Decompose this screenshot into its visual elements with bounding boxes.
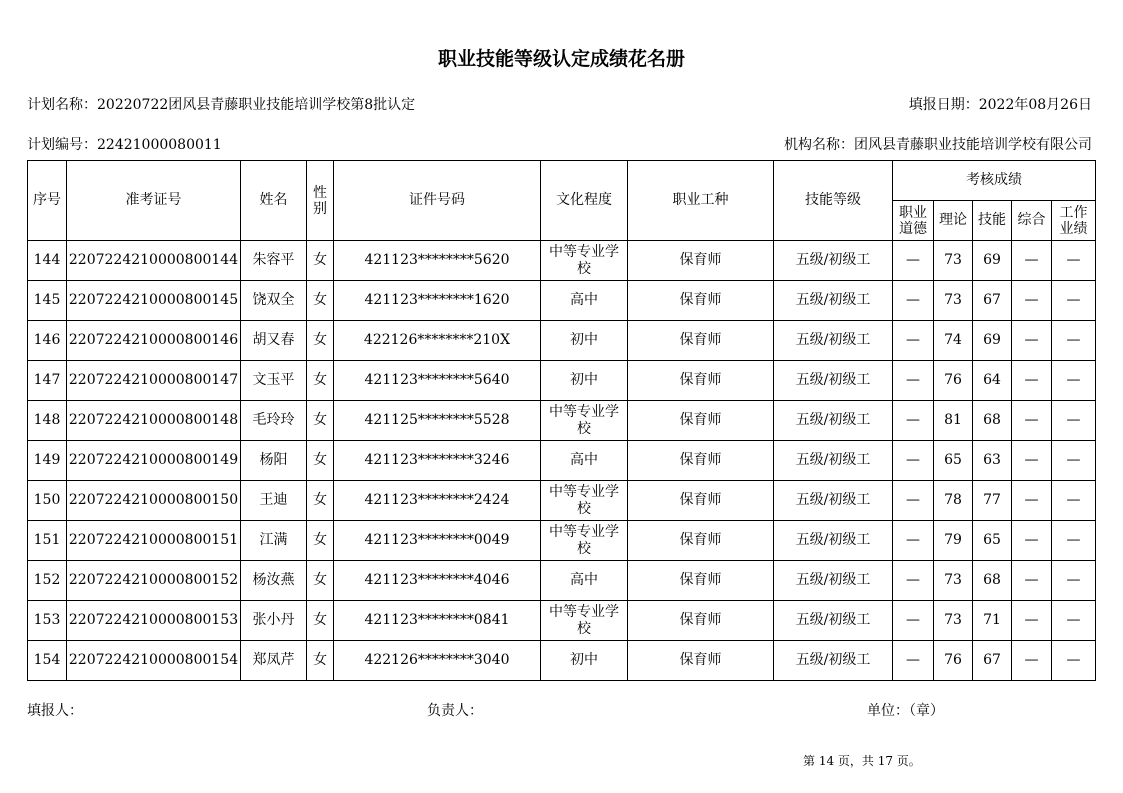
header-name: 姓名 [241, 161, 307, 241]
cell-theory: 76 [934, 361, 973, 401]
cell-occupation: 保育师 [628, 401, 774, 441]
cell-occupation: 保育师 [628, 241, 774, 281]
footer-filler: 填报人： [27, 703, 83, 719]
cell-education: 初中 [541, 321, 628, 361]
cell-ethics: — [893, 641, 934, 681]
cell-work: — [1052, 361, 1096, 401]
table-row [28, 481, 1096, 521]
cell-comprehensive: — [1012, 481, 1052, 521]
cell-id-number: 421123********3246 [334, 441, 541, 481]
cell-seq: 153 [28, 601, 67, 641]
cell-skill-level: 五级/初级工 [774, 521, 893, 561]
cell-name: 江满 [241, 521, 307, 561]
cell-gender: 女 [307, 641, 334, 681]
cell-skill-level: 五级/初级工 [774, 441, 893, 481]
cell-theory: 73 [934, 241, 973, 281]
cell-ticket: 2207224210000800149 [67, 441, 241, 481]
header-comprehensive: 综合 [1012, 201, 1052, 241]
table-row [28, 361, 1096, 401]
cell-ticket: 2207224210000800144 [67, 241, 241, 281]
header-ticket: 准考证号 [67, 161, 241, 241]
cell-seq: 149 [28, 441, 67, 481]
footer-responsible: 负责人： [427, 703, 483, 719]
cell-skill: 68 [973, 401, 1012, 441]
cell-id-number: 421123********4046 [334, 561, 541, 601]
cell-education: 中等专业学校 [541, 521, 628, 561]
cell-skill: 68 [973, 561, 1012, 601]
cell-ethics: — [893, 321, 934, 361]
cell-gender: 女 [307, 321, 334, 361]
cell-ticket: 2207224210000800153 [67, 601, 241, 641]
cell-ethics: — [893, 481, 934, 521]
cell-gender: 女 [307, 441, 334, 481]
cell-name: 文玉平 [241, 361, 307, 401]
header-id-number: 证件号码 [334, 161, 541, 241]
cell-theory: 65 [934, 441, 973, 481]
table-row [28, 601, 1096, 641]
cell-ticket: 2207224210000800151 [67, 521, 241, 561]
score-roster-table [27, 160, 1096, 681]
cell-theory: 74 [934, 321, 973, 361]
cell-skill: 64 [973, 361, 1012, 401]
cell-skill-level: 五级/初级工 [774, 601, 893, 641]
cell-name: 郑凤芹 [241, 641, 307, 681]
header-scores: 考核成绩 [893, 161, 1096, 201]
cell-education: 中等专业学校 [541, 241, 628, 281]
cell-gender: 女 [307, 241, 334, 281]
cell-ticket: 2207224210000800152 [67, 561, 241, 601]
cell-skill-level: 五级/初级工 [774, 641, 893, 681]
cell-ticket: 2207224210000800154 [67, 641, 241, 681]
cell-occupation: 保育师 [628, 361, 774, 401]
header-education: 文化程度 [541, 161, 628, 241]
cell-theory: 81 [934, 401, 973, 441]
cell-ticket: 2207224210000800146 [67, 321, 241, 361]
cell-seq: 154 [28, 641, 67, 681]
cell-gender: 女 [307, 481, 334, 521]
cell-comprehensive: — [1012, 601, 1052, 641]
cell-work: — [1052, 441, 1096, 481]
cell-id-number: 421123********5620 [334, 241, 541, 281]
cell-ethics: — [893, 601, 934, 641]
header-seq: 序号 [28, 161, 67, 241]
table-row [28, 641, 1096, 681]
cell-education: 高中 [541, 561, 628, 601]
cell-ticket: 2207224210000800148 [67, 401, 241, 441]
cell-comprehensive: — [1012, 241, 1052, 281]
cell-comprehensive: — [1012, 441, 1052, 481]
cell-theory: 73 [934, 561, 973, 601]
cell-skill-level: 五级/初级工 [774, 321, 893, 361]
table-row [28, 441, 1096, 481]
table-row [28, 281, 1096, 321]
cell-occupation: 保育师 [628, 321, 774, 361]
plan-name: 计划名称：20220722团风县青藤职业技能培训学校第8批认定 [27, 97, 416, 113]
cell-ticket: 2207224210000800145 [67, 281, 241, 321]
cell-skill: 69 [973, 321, 1012, 361]
header-skill: 技能 [973, 201, 1012, 241]
plan-number: 计划编号：22421000080011 [27, 137, 222, 153]
cell-comprehensive: — [1012, 561, 1052, 601]
cell-id-number: 421123********1620 [334, 281, 541, 321]
cell-work: — [1052, 521, 1096, 561]
table-row [28, 401, 1096, 441]
cell-id-number: 421123********5640 [334, 361, 541, 401]
table-row [28, 521, 1096, 561]
cell-education: 初中 [541, 641, 628, 681]
cell-skill: 77 [973, 481, 1012, 521]
cell-skill-level: 五级/初级工 [774, 281, 893, 321]
cell-seq: 146 [28, 321, 67, 361]
cell-seq: 151 [28, 521, 67, 561]
cell-name: 饶双全 [241, 281, 307, 321]
cell-education: 中等专业学校 [541, 481, 628, 521]
cell-occupation: 保育师 [628, 481, 774, 521]
cell-seq: 148 [28, 401, 67, 441]
cell-gender: 女 [307, 561, 334, 601]
cell-id-number: 422126********3040 [334, 641, 541, 681]
cell-occupation: 保育师 [628, 281, 774, 321]
cell-ethics: — [893, 521, 934, 561]
cell-comprehensive: — [1012, 361, 1052, 401]
fill-date: 填报日期：2022年08月26日 [908, 97, 1092, 113]
cell-work: — [1052, 561, 1096, 601]
cell-ethics: — [893, 241, 934, 281]
page-title: 职业技能等级认定成绩花名册 [437, 48, 685, 70]
cell-work: — [1052, 241, 1096, 281]
cell-occupation: 保育师 [628, 441, 774, 481]
cell-work: — [1052, 401, 1096, 441]
cell-gender: 女 [307, 281, 334, 321]
header-work: 工作业绩 [1052, 201, 1096, 241]
cell-skill: 69 [973, 241, 1012, 281]
cell-gender: 女 [307, 401, 334, 441]
cell-skill: 67 [973, 281, 1012, 321]
cell-theory: 79 [934, 521, 973, 561]
cell-work: — [1052, 281, 1096, 321]
cell-occupation: 保育师 [628, 561, 774, 601]
header-skill-level: 技能等级 [774, 161, 893, 241]
cell-ticket: 2207224210000800150 [67, 481, 241, 521]
cell-id-number: 421123********2424 [334, 481, 541, 521]
header-row [28, 161, 1096, 201]
cell-occupation: 保育师 [628, 641, 774, 681]
cell-ethics: — [893, 281, 934, 321]
cell-ethics: — [893, 361, 934, 401]
cell-skill-level: 五级/初级工 [774, 561, 893, 601]
cell-occupation: 保育师 [628, 521, 774, 561]
cell-comprehensive: — [1012, 281, 1052, 321]
cell-comprehensive: — [1012, 401, 1052, 441]
cell-occupation: 保育师 [628, 601, 774, 641]
header-ethics: 职业道德 [893, 201, 934, 241]
cell-skill: 67 [973, 641, 1012, 681]
cell-name: 杨阳 [241, 441, 307, 481]
table-row [28, 241, 1096, 281]
cell-name: 朱容平 [241, 241, 307, 281]
cell-seq: 144 [28, 241, 67, 281]
cell-theory: 76 [934, 641, 973, 681]
cell-seq: 150 [28, 481, 67, 521]
cell-theory: 73 [934, 601, 973, 641]
cell-skill-level: 五级/初级工 [774, 481, 893, 521]
cell-seq: 152 [28, 561, 67, 601]
cell-gender: 女 [307, 601, 334, 641]
cell-ethics: — [893, 401, 934, 441]
cell-ethics: — [893, 441, 934, 481]
org-name: 机构名称：团风县青藤职业技能培训学校有限公司 [784, 137, 1092, 153]
cell-skill: 65 [973, 521, 1012, 561]
cell-skill-level: 五级/初级工 [774, 361, 893, 401]
cell-seq: 147 [28, 361, 67, 401]
cell-theory: 78 [934, 481, 973, 521]
cell-work: — [1052, 321, 1096, 361]
cell-education: 初中 [541, 361, 628, 401]
header-occupation: 职业工种 [628, 161, 774, 241]
cell-comprehensive: — [1012, 521, 1052, 561]
cell-education: 中等专业学校 [541, 601, 628, 641]
cell-comprehensive: — [1012, 321, 1052, 361]
cell-skill: 71 [973, 601, 1012, 641]
cell-education: 高中 [541, 441, 628, 481]
cell-education: 高中 [541, 281, 628, 321]
cell-seq: 145 [28, 281, 67, 321]
cell-skill-level: 五级/初级工 [774, 241, 893, 281]
cell-id-number: 421123********0841 [334, 601, 541, 641]
cell-name: 杨汝燕 [241, 561, 307, 601]
cell-id-number: 422126********210X [334, 321, 541, 361]
cell-work: — [1052, 601, 1096, 641]
table-row [28, 561, 1096, 601]
cell-gender: 女 [307, 521, 334, 561]
cell-work: — [1052, 481, 1096, 521]
cell-education: 中等专业学校 [541, 401, 628, 441]
page-indicator: 第 14 页，共 17 页。 [803, 754, 921, 768]
table-row [28, 321, 1096, 361]
cell-name: 王迪 [241, 481, 307, 521]
cell-name: 张小丹 [241, 601, 307, 641]
cell-work: — [1052, 641, 1096, 681]
cell-skill-level: 五级/初级工 [774, 401, 893, 441]
cell-gender: 女 [307, 361, 334, 401]
cell-comprehensive: — [1012, 641, 1052, 681]
cell-ethics: — [893, 561, 934, 601]
cell-ticket: 2207224210000800147 [67, 361, 241, 401]
footer-unit: 单位：（章） [867, 703, 944, 719]
cell-id-number: 421123********0049 [334, 521, 541, 561]
cell-skill: 63 [973, 441, 1012, 481]
cell-id-number: 421125********5528 [334, 401, 541, 441]
header-theory: 理论 [934, 201, 973, 241]
cell-name: 毛玲玲 [241, 401, 307, 441]
header-gender: 性别 [307, 161, 334, 241]
cell-name: 胡又春 [241, 321, 307, 361]
cell-theory: 73 [934, 281, 973, 321]
